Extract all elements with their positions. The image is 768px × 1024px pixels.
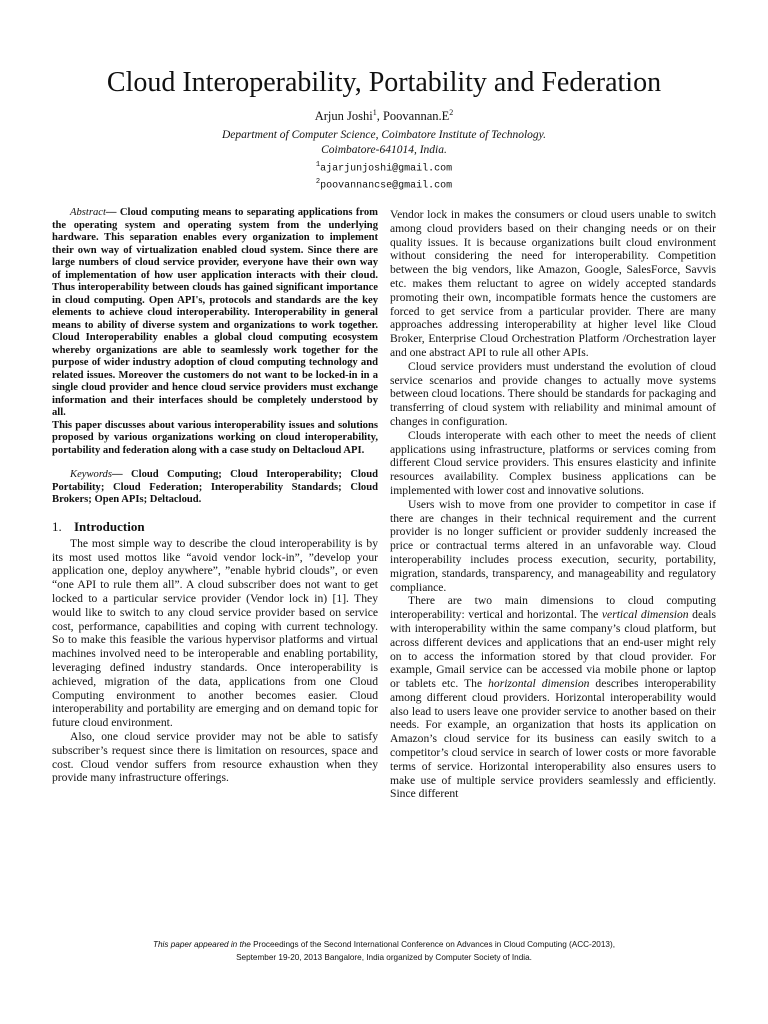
- text-run: There are two main dimensions to cloud computing interoperability: vertical and horizontal. The: [390, 594, 716, 622]
- email-mark: 1: [315, 161, 321, 169]
- body-paragraph: [390, 594, 716, 801]
- keywords-label: Keywords: [70, 469, 112, 480]
- footer-line: September 19-20, 2013 Bangalore, India organized by Computer Society of India.: [236, 953, 532, 962]
- author-name: Poovannan.E: [382, 109, 450, 124]
- emphasis-term: vertical dimension: [601, 608, 689, 622]
- footer-line: [0, 938, 768, 951]
- body-paragraph: Users wish to move from one provider to competitor in case if there are changes in their technical requirement and the current provider is no longer sufficient or provider suddenly increased the price or contractual terms altered in an unfavorable way. Cloud interoperability includes process execution, security, portability, migration, standards, transparency, and manageability and regulatory compliance.: [390, 497, 716, 594]
- left-column: [52, 207, 378, 785]
- page-footer: [0, 938, 768, 964]
- text-run: describes interoperability among different cloud providers. Horizontal interoperability would also lead to users leave one provider service to another based on their needs. For example, an organization that hosts its application on Amazon’s cloud service for its business can easily switch to a competitor’s cloud service in search of lower costs or more favorable terms of service. Horizontal interoperability also ensures users to make use of multiple service providers seamlessly and efficiently. Since different: [390, 677, 717, 801]
- paper-title: Cloud Interoperability, Portability and Federation: [106, 67, 662, 98]
- body-paragraph: Also, one cloud service provider may not be able to satisfy subscriber’s request since there is limitation on resources, space and cost. Cloud vendor suffers from resource exhaustion when they provide many infrastructure offerings.: [52, 729, 378, 785]
- footer-italic: This paper appeared in the: [153, 940, 254, 949]
- email-mark: 2: [315, 178, 321, 186]
- abstract-paragraph: [52, 207, 378, 420]
- email-address: ajarjunjoshi@gmail.com: [320, 163, 453, 175]
- keywords-dash: —: [111, 469, 131, 480]
- keywords-paragraph: [52, 469, 378, 507]
- abstract-dash: —: [105, 207, 120, 218]
- author-separator: ,: [376, 109, 383, 124]
- author-email: [0, 175, 768, 193]
- body-paragraph: Cloud service providers must understand the evolution of cloud service scenarios and provide changes to actually move systems between cloud locations. There should be standards for packaging and transferring of cloud system with reliability and minimal amount of changes in configuration.: [390, 359, 716, 428]
- author-name: Arjun Joshi: [314, 109, 373, 124]
- body-paragraph: Vendor lock in makes the consumers or cloud users unable to switch among cloud providers based on their changing needs or on their quality issues. It is because organizations built cloud environment without considering the need for interoperability. Competition between the big vendors, like Amazon, Google, SalesForce, Savvis etc. makes them reluctant to agree on widely accepted standards promoting their own, incompatible formats hence the customers are forced to get service from a particular provider. There are many approaches addressing interoperability at higher level like Cloud Broker, Enterprise Cloud Orchestration Platform /Orchestration layer and one abstract API to rule all other APIs.: [390, 208, 716, 359]
- abstract-text: Cloud computing means to separating applications from the operating system and operating system from the underlying hardware. This separation enables every organization to implement their own way of virtualization enabled cloud system. Since there are large numbers of cloud service provider, everyone have their own way of implementation of how user application interacts with their cloud. Thus interoperability between clouds has gained significant importance in cloud computing. Open API's, protocols and standards are the key elements to achieve cloud interoperability. Interoperability in general means to ability of diverse system and organizations to work together. Cloud Interoperability enables a global cloud computing ecosystem whereby organizations are able to seamlessly work together for the purpose of wider industry adoption of cloud computing technology and related issues. Moreover the customers do not want to be locked-in in a single cloud provider and hence cloud service providers must exchange information and their interfaces should be completely understood by all.: [52, 207, 379, 418]
- footer-text: Proceedings of the Second International Conference on Advances in Cloud Computing (ACC-2013),: [253, 940, 615, 949]
- keywords-text: Cloud Computing; Cloud Interoperability; Cloud Portability; Cloud Federation; Interoperability Standards; Cloud Brokers; Open APIs; Deltacloud.: [52, 469, 378, 506]
- author-line: [0, 105, 768, 124]
- email-address: poovannancse@gmail.com: [320, 180, 453, 192]
- affiliation-line: Coimbatore-641014, India.: [321, 144, 447, 156]
- body-paragraph: The most simple way to describe the cloud interoperability is by its most used mottos like “avoid vendor lock-in”, ”develop your application one, deploy anywhere”, ”enable hybrid clouds”, or even “one API to rule them all”. A cloud subscriber does not want to get locked to a particular service provider (Vendor lock in) [1]. They would like to switch to any cloud service provider based on service cost, performance, capabilities and coping with current technology. So to make this feasible the various hypervisor platforms and virtual machines involved need to be interoperable and enabling portability, leveraging defined industry standards. Once interoperability is achieved, migration of the data, applications from one Cloud Computing environment to another becomes easier. Cloud interoperability and portability are emerging and on demand topic for future cloud environment.: [52, 536, 378, 730]
- abstract-paragraph: This paper discusses about various interoperability issues and solutions proposed by various organizations working on cloud interoperability, portability and federation along with a case study on Deltacloud API.: [52, 419, 378, 456]
- author-affiliation-mark: 2: [449, 108, 454, 117]
- author-affiliation-mark: 1: [372, 108, 377, 117]
- section-heading: [52, 518, 378, 535]
- abstract-label: Abstract: [70, 207, 106, 218]
- section-title: Introduction: [74, 518, 145, 534]
- emphasis-term: horizontal dimension: [488, 677, 590, 691]
- text-run: deals with interoperability within the same company’s cloud platform, but across different devices and applications that an end-user might rely on to access the information stored by that cloud provider. For example, Gmail service can be accessed via mobile phone or laptop or tablets etc. The: [390, 608, 716, 691]
- section-number: 1.: [52, 518, 62, 534]
- affiliation-line: Department of Computer Science, Coimbatore Institute of Technology.: [222, 129, 546, 141]
- right-column: [390, 208, 716, 801]
- author-email: [0, 158, 768, 176]
- affiliation: [0, 128, 768, 158]
- body-paragraph: Clouds interoperate with each other to meet the needs of client applications using infrastructure, platforms or services coming from different Cloud service providers. This ensures elasticity and infinite resources availability. Complex business applications can be implemented with lower cost and innovative solutions.: [390, 428, 716, 497]
